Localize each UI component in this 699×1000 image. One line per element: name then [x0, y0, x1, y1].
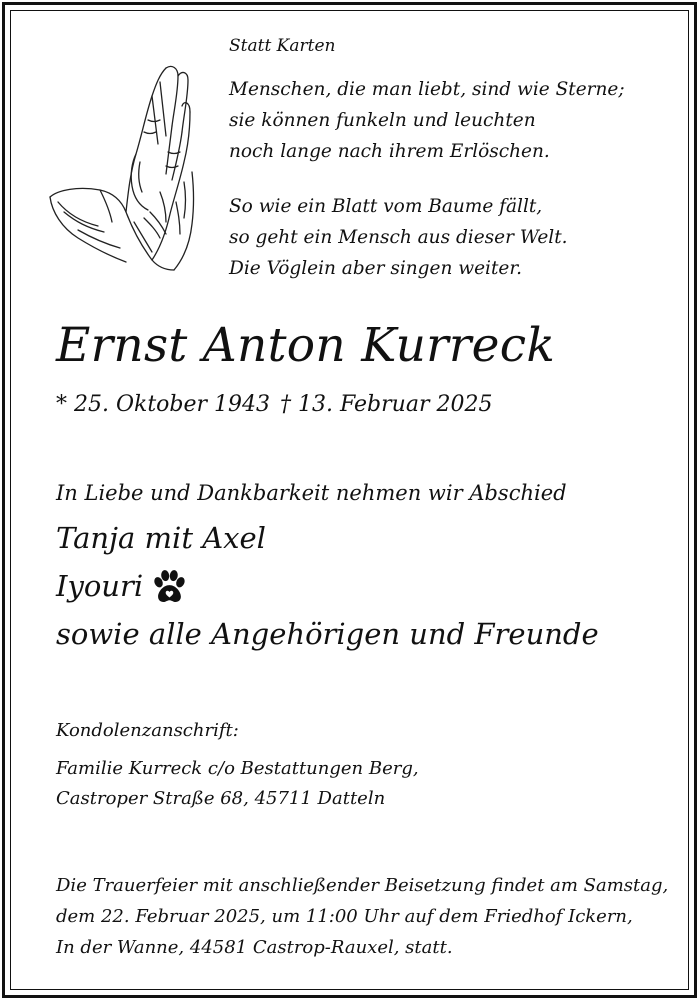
- poem-line: noch lange nach ihrem Erlöschen.: [229, 141, 550, 162]
- birth-date: * 25. Oktober 1943: [56, 392, 271, 417]
- paw-print-icon: [150, 568, 188, 606]
- service-info-line: dem 22. Februar 2025, um 11:00 Uhr auf dem Friedhof Ickern,: [56, 906, 633, 927]
- poem-stanza-2: [229, 191, 568, 284]
- statt-karten-header: Statt Karten: [229, 36, 336, 56]
- mourner-name: Tanja mit Axel: [56, 521, 266, 555]
- poem-stanza-1: [229, 74, 625, 167]
- poem-line: sie können funkeln und leuchten: [229, 110, 536, 131]
- deceased-name: Ernst Anton Kurreck: [56, 318, 556, 373]
- condolence-address-line: Castroper Straße 68, 45711 Datteln: [56, 788, 386, 809]
- praying-hands-icon: [48, 62, 196, 272]
- poem-line: So wie ein Blatt vom Baume fällt,: [229, 196, 543, 217]
- death-date: † 13. Februar 2025: [280, 392, 493, 417]
- mourner-name: sowie alle Angehörigen und Freunde: [56, 617, 599, 651]
- service-info-line: Die Trauerfeier mit anschließender Beisetzung findet am Samstag,: [56, 875, 669, 896]
- condolence-label: Kondolenzanschrift:: [56, 720, 239, 741]
- poem-line: Die Vöglein aber singen weiter.: [229, 258, 523, 279]
- service-info-line: In der Wanne, 44581 Castrop-Rauxel, statt.: [56, 937, 453, 958]
- condolence-address-line: Familie Kurreck c/o Bestattungen Berg,: [56, 758, 419, 779]
- farewell-line: In Liebe und Dankbarkeit nehmen wir Abschied: [56, 481, 567, 505]
- poem-line: so geht ein Mensch aus dieser Welt.: [229, 227, 568, 248]
- poem-line: Menschen, die man liebt, sind wie Sterne;: [229, 79, 625, 100]
- mourner-name: Iyouri: [56, 569, 144, 603]
